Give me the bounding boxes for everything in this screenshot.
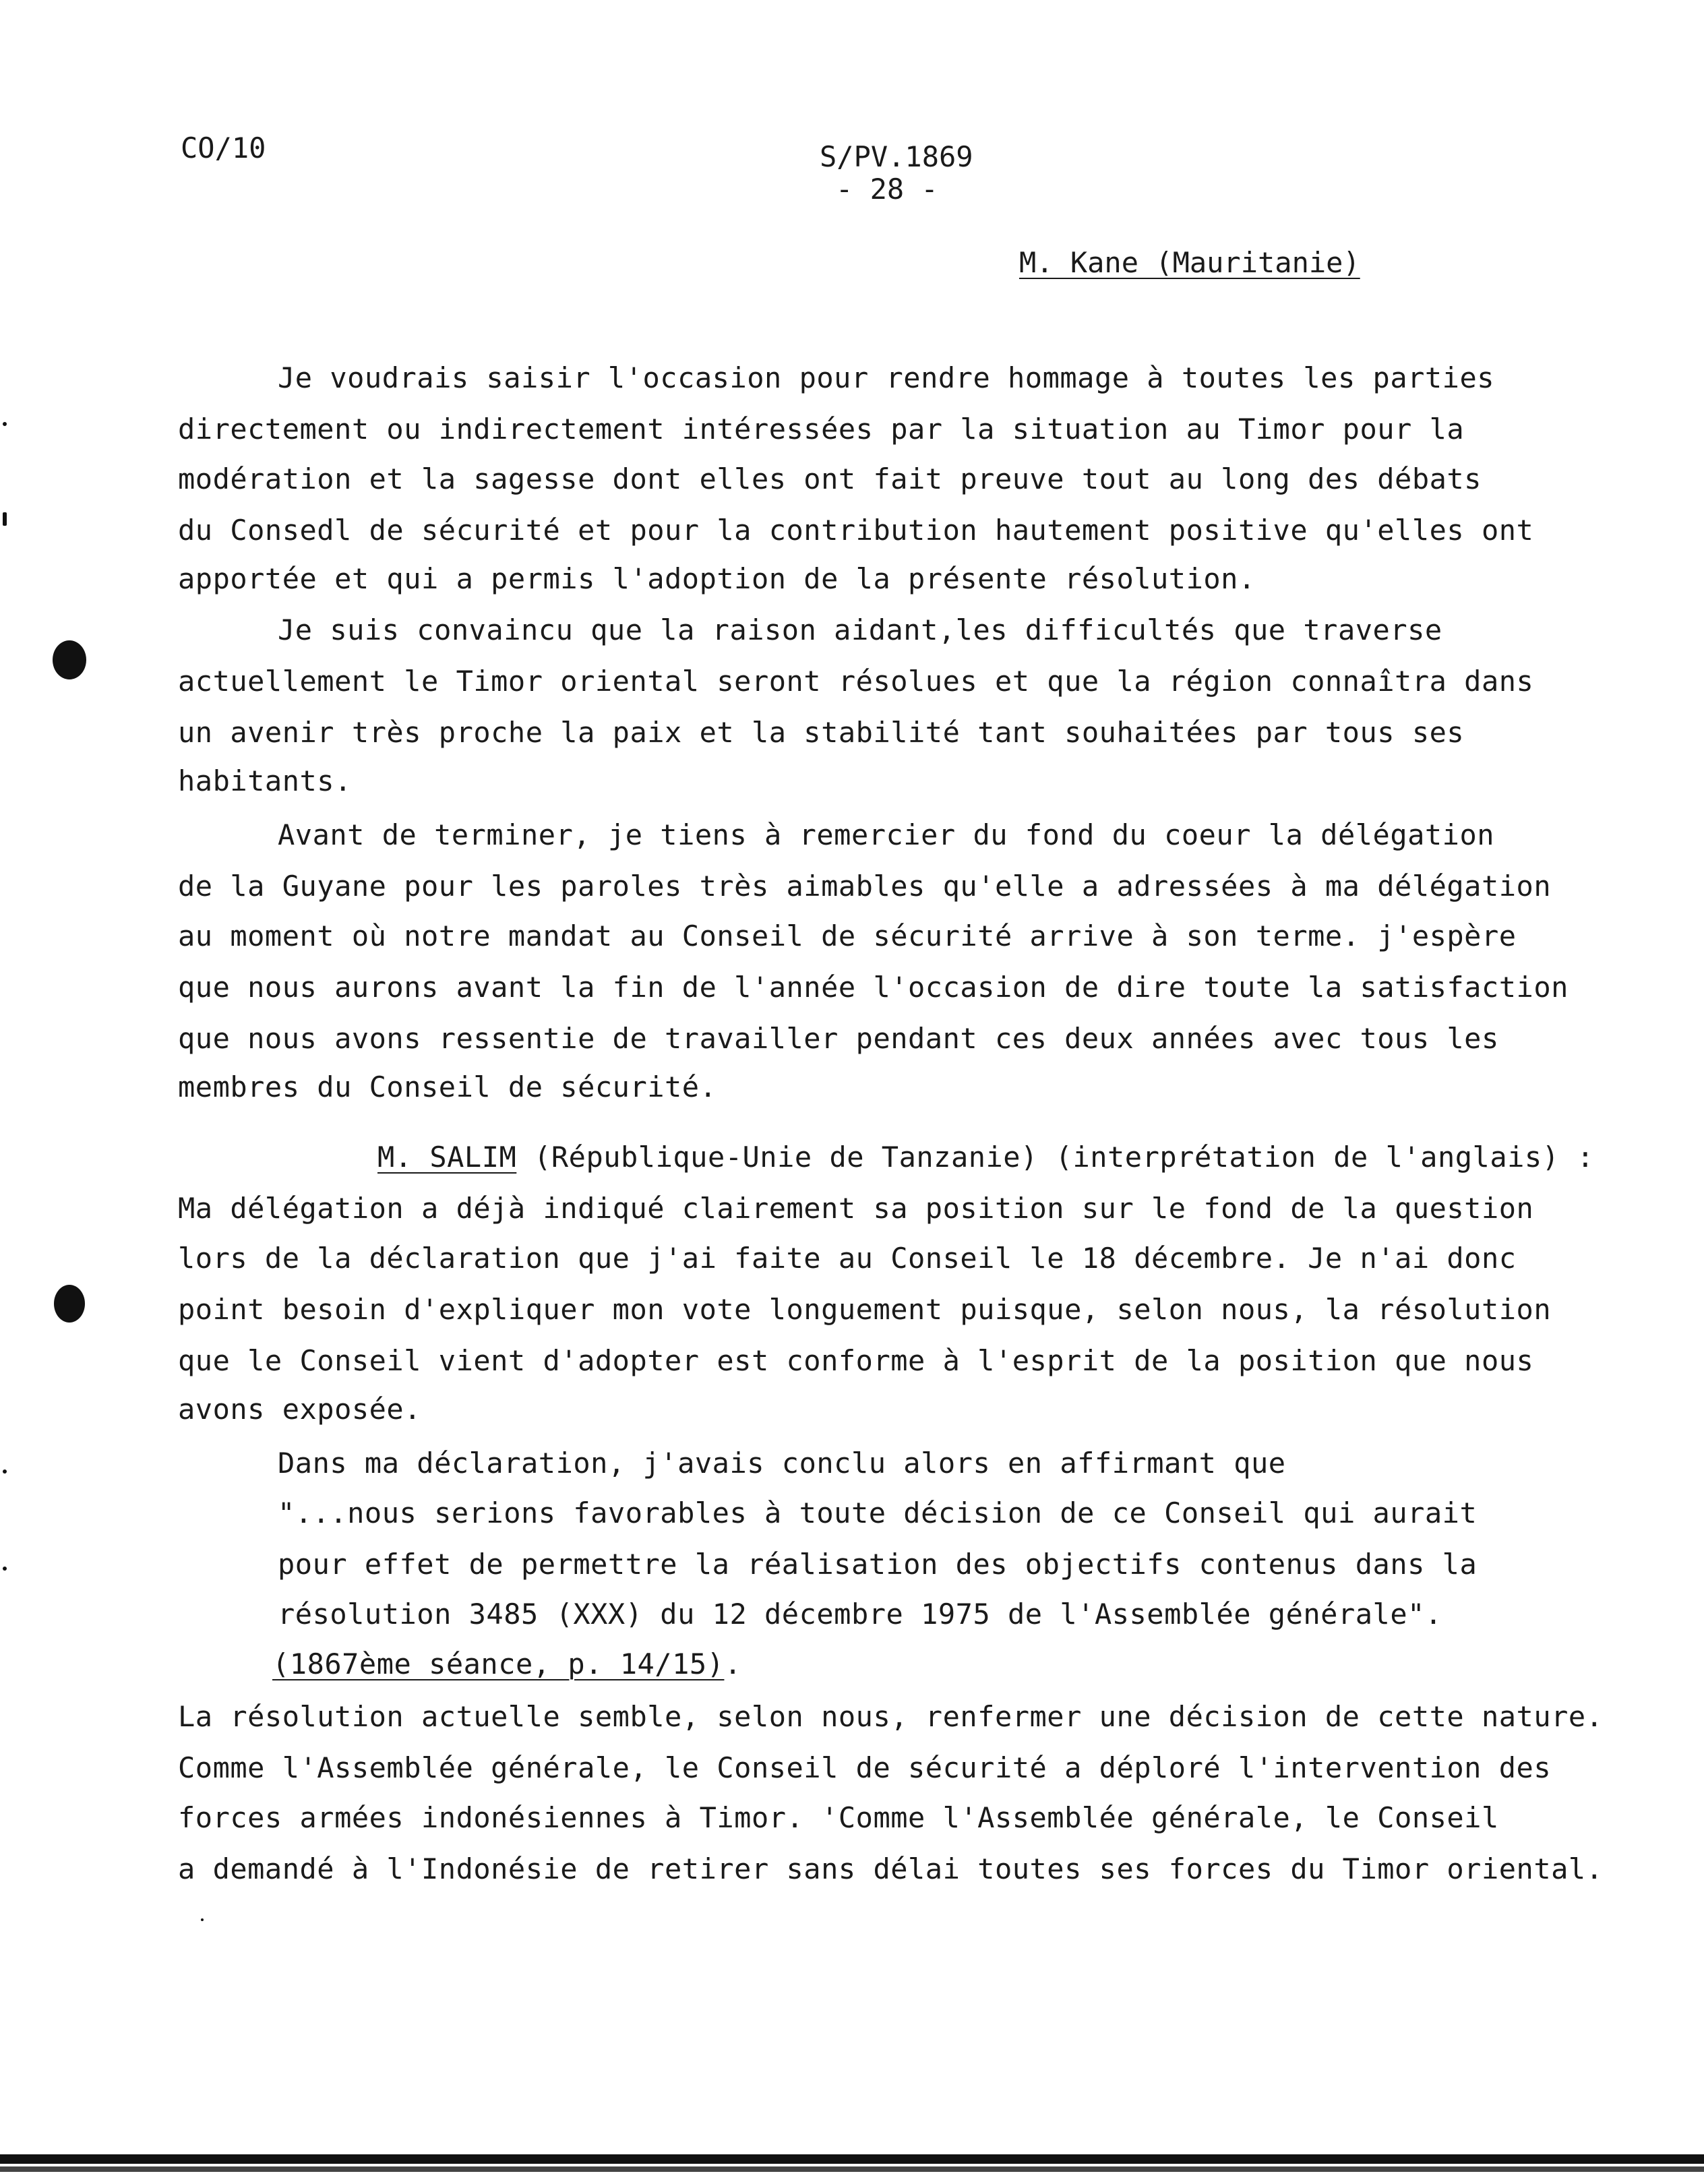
speaker-kane-heading: M. Kane (Mauritanie) [1019, 246, 1360, 279]
kane-line: que nous aurons avant la fin de l'année l'occasion de dire toute la satisfaction [178, 971, 1569, 1004]
citation [272, 1647, 741, 1680]
speaker-salim-name: M. SALIM [377, 1141, 517, 1174]
kane-line: que nous avons ressentie de travailler pendant ces deux années avec tous les [178, 1022, 1499, 1055]
scan-edge-bar-lower [0, 2166, 1704, 2172]
salim-line: Ma délégation a déjà indiqué clairement sa position sur le fond de la question [178, 1192, 1534, 1225]
document-ref-code: CO/10 [181, 131, 266, 164]
kane-line: de la Guyane pour les paroles très aimables qu'elle a adressées à ma délégation [178, 870, 1552, 903]
citation-period: . [724, 1647, 742, 1680]
kane-line: Je voudrais saisir l'occasion pour rendre hommage à toutes les parties [278, 361, 1495, 394]
punch-hole-lower [54, 1285, 85, 1323]
quote-line: pour effet de permettre la réalisation des objectifs contenus dans la [278, 1548, 1478, 1581]
kane-line: actuellement le Timor oriental seront résolues et que la région connaîtra dans [178, 665, 1534, 698]
kane-line: au moment où notre mandat au Conseil de sécurité arrive à son terme. j'espère [178, 919, 1517, 952]
kane-line: habitants. [178, 764, 352, 797]
stray-mark [201, 1918, 204, 1921]
kane-line: Je suis convaincu que la raison aidant,les difficultés que traverse [278, 613, 1442, 646]
salim-line: lors de la déclaration que j'ai faite au Conseil le 18 décembre. Je n'ai donc [178, 1242, 1517, 1275]
final-line: forces armées indonésiennes à Timor. 'Comme l'Assemblée générale, le Conseil [178, 1801, 1499, 1834]
kane-line: Avant de terminer, je tiens à remercier du fond du coeur la délégation [278, 818, 1495, 851]
kane-line: du Consedl de sécurité et pour la contribution hautement positive qu'elles ont [178, 514, 1534, 547]
page-number: - 28 - [836, 173, 938, 206]
edge-mark [3, 512, 7, 526]
speaker-salim-heading [377, 1141, 1594, 1174]
kane-line: modération et la sagesse dont elles ont fait preuve tout au long des débats [178, 462, 1482, 495]
salim-line: que le Conseil vient d'adopter est conforme à l'esprit de la position que nous [178, 1344, 1534, 1377]
kane-line: directement ou indirectement intéressées par la situation au Timor pour la [178, 413, 1465, 446]
punch-hole-upper [53, 640, 86, 679]
citation-text: (1867ème séance, p. 14/15) [272, 1647, 725, 1680]
kane-line: apportée et qui a permis l'adoption de la présente résolution. [178, 562, 1256, 595]
edge-mark [3, 1567, 7, 1571]
speaker-salim-country: (République-Unie de Tanzanie) (interprétation de l'anglais) : [516, 1141, 1595, 1174]
final-line: La résolution actuelle semble, selon nous, renfermer une décision de cette nature. [178, 1700, 1604, 1733]
edge-mark [3, 1469, 7, 1474]
salim-line: avons exposée. [178, 1393, 422, 1426]
quote-line: résolution 3485 (XXX) du 12 décembre 1975 de l'Assemblée générale". [278, 1598, 1442, 1631]
edge-mark [3, 422, 7, 426]
final-line: a demandé à l'Indonésie de retirer sans délai toutes ses forces du Timor oriental. [178, 1852, 1604, 1885]
salim-line: Dans ma déclaration, j'avais conclu alors en affirmant que [278, 1447, 1286, 1480]
kane-line: membres du Conseil de sécurité. [178, 1070, 717, 1103]
kane-line: un avenir très proche la paix et la stabilité tant souhaitées par tous ses [178, 716, 1465, 749]
document-symbol: S/PV.1869 [820, 140, 973, 173]
quote-line: "...nous serions favorables à toute décision de ce Conseil qui aurait [278, 1496, 1478, 1529]
salim-line: point besoin d'expliquer mon vote longuement puisque, selon nous, la résolution [178, 1293, 1552, 1326]
scan-edge-bar [0, 2154, 1704, 2164]
final-line: Comme l'Assemblée générale, le Conseil de sécurité a déploré l'intervention des [178, 1751, 1552, 1784]
